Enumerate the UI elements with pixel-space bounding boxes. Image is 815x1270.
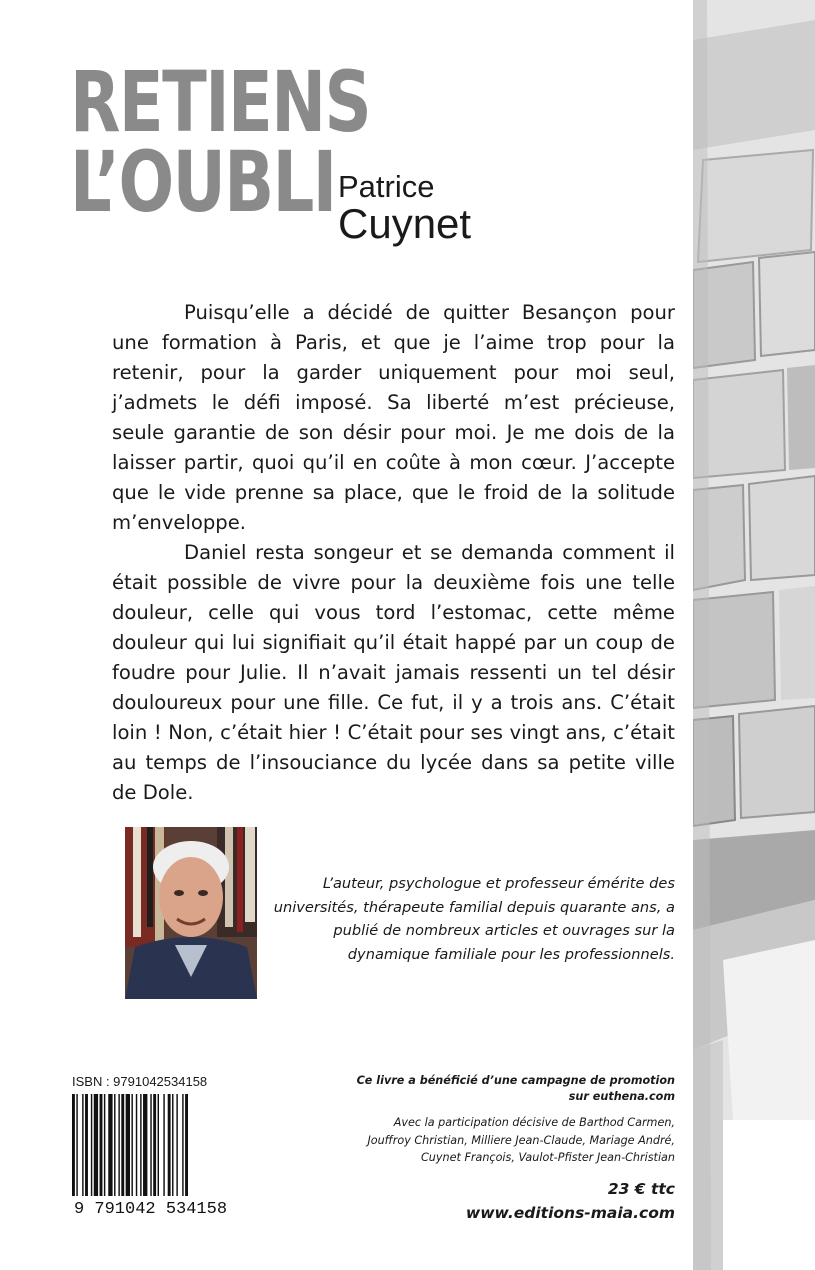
promotion-line-2: sur euthena.com <box>568 1090 675 1103</box>
contributors-line-3: Cuynet François, Vaulot-Pfister Jean-Christian <box>421 1151 675 1164</box>
author-bio: L’auteur, psychologue et professeur émérite des universités, thérapeute familial depuis quarante ans, a publié de nombreux articles et ouvrages sur la dynamique familiale pour les professionnels. <box>273 875 675 963</box>
isbn-barcode <box>72 1094 232 1216</box>
blurb-paragraph-1: Puisqu’elle a décidé de quitter Besançon pour une formation à Paris, et que je l’aime trop pour la retenir, pour la garder uniquement pour moi seul, j’admets le défi imposé. Sa liberté m’est précieuse, seule garantie de son désir pour moi. Je me dois de la laisser partir, quoi qu’il en coûte à mon cœur. J’accepte que le vide prenne sa place, que le froid de la solitude m’enveloppe. <box>112 301 675 534</box>
blurb-paragraph-2: Daniel resta songeur et se demanda comment il était possible de vivre pour la deuxième fois une telle douleur, celle qui vous tord l’estomac, cette même douleur qui lui signifiait qu’il était happé par un coup de foudre pour Julie. Il n’avait jamais ressenti un tel désir douloureux pour une fille. Ce fut, il y a trois ans. C’était loin ! Non, c’était hier ! C’était pour ses vingt ans, c’était au temps de l’insouciance du lycée dans sa petite ville de Dole. <box>112 541 675 804</box>
blurb-text <box>112 298 675 808</box>
contributors-line-1: Avec la participation décisive de Barthod Carmen, <box>393 1116 675 1129</box>
title-line-2: L’OUBLI <box>70 133 336 231</box>
author-name <box>338 169 472 247</box>
contributors-note <box>330 1114 675 1167</box>
author-last-name: Cuynet <box>338 200 472 247</box>
author-first-name: Patrice <box>338 169 435 204</box>
author-photo <box>125 827 257 999</box>
contributors-line-2: Jouffroy Christian, Milliere Jean-Claude, Mariage André, <box>367 1133 675 1147</box>
stone-wall-photo-strip <box>693 0 815 1270</box>
price: 23 € ttc <box>607 1180 675 1198</box>
publisher-website: www.editions-maia.com <box>465 1204 675 1222</box>
promotion-line-1: Ce livre a bénéficié d’une campagne de promotion <box>356 1074 675 1087</box>
barcode-bars <box>72 1094 188 1212</box>
isbn-label: ISBN : 9791042534158 <box>72 1074 208 1089</box>
book-title <box>70 53 371 231</box>
barcode-digits: 9 791042 534158 <box>74 1200 228 1216</box>
promotion-note <box>330 1073 675 1105</box>
title-line-1: RETIENS <box>70 53 371 151</box>
